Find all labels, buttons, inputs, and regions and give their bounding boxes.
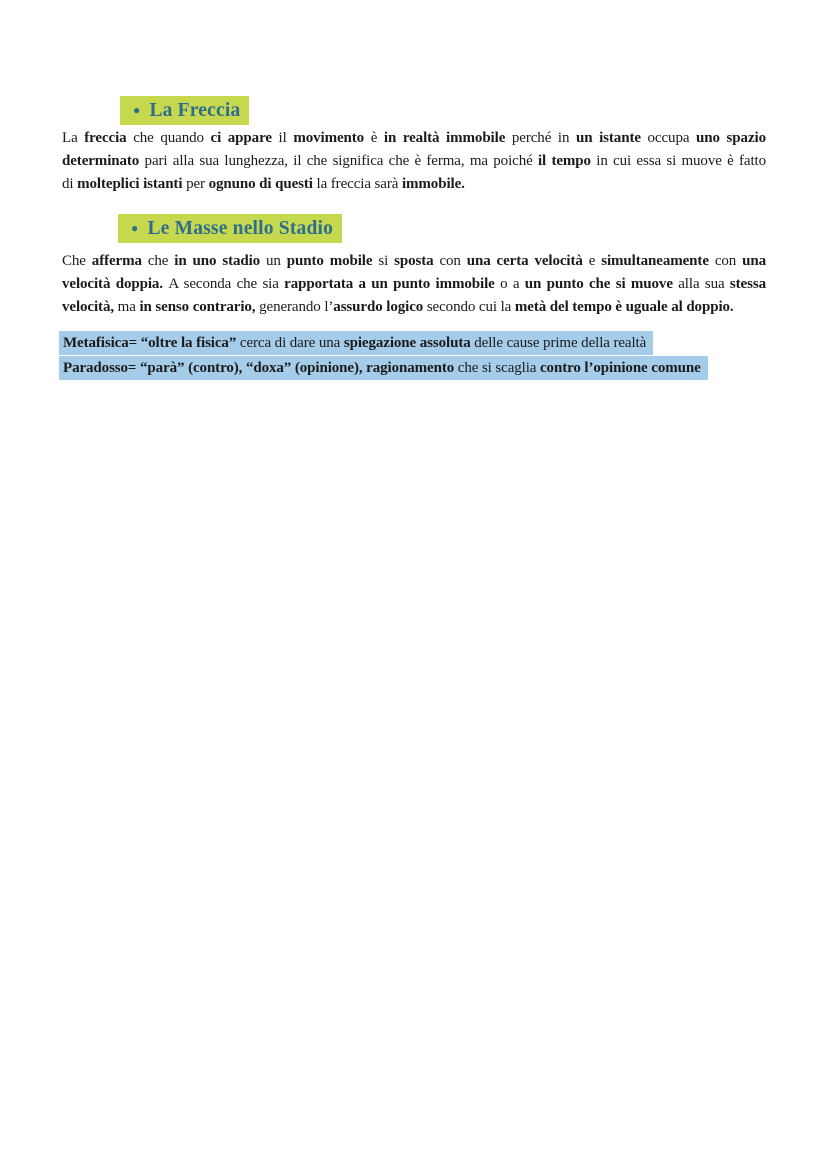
definitions-block <box>59 331 708 381</box>
heading-la-freccia <box>120 96 249 125</box>
paragraph-la-freccia <box>62 127 766 196</box>
text-line: velocità doppia. A seconda che sia rapportata a un punto immobile o a un punto che si muove alla sua stessa <box>62 276 766 292</box>
heading-label: La Freccia <box>149 100 241 121</box>
bullet-icon: ● <box>131 221 139 235</box>
paragraph-le-masse-nello-stadio <box>62 250 766 319</box>
definition-metafisica: Metafisica= “oltre la fisica” cerca di dare una spiegazione assoluta delle cause prime della realtà <box>59 331 653 355</box>
text-line: velocità, ma in senso contrario, generando l’assurdo logico secondo cui la metà del tempo è uguale al doppio. <box>62 299 734 315</box>
heading-label: Le Masse nello Stadio <box>147 218 334 239</box>
heading-le-masse-nello-stadio <box>118 214 342 243</box>
definition-paradosso: Paradosso= “parà” (contro), “doxa” (opinione), ragionamento che si scaglia contro l’opinione comune <box>59 356 708 380</box>
text-line: determinato pari alla sua lunghezza, il che significa che è ferma, ma poiché il tempo in cui essa si muove è fatto <box>62 153 766 169</box>
bullet-icon: ● <box>133 103 141 117</box>
text-line: di molteplici istanti per ognuno di questi la freccia sarà immobile. <box>62 176 465 192</box>
text-line: La freccia che quando ci appare il movimento è in realtà immobile perché in un istante occupa uno spazio <box>62 130 766 146</box>
text-line: Che afferma che in uno stadio un punto mobile si sposta con una certa velocità e simultaneamente con una <box>62 253 766 269</box>
